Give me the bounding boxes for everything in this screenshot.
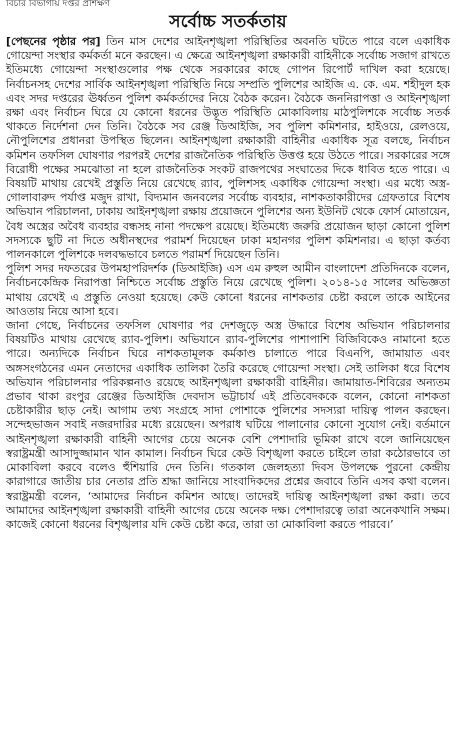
paragraph-1-text: তিন মাস দেশের আইনশৃঙ্খলা পরিস্থিতির অবনতি ঘটতে পারে বলে একাধিক গোয়েন্দা সংস্থার কর্মকর্তা মনে করছেন। এ ক্ষেত্রে আইনশৃঙ্খলা রক্ষাকারী বাহিনীকে সর্বোচ্চ সজাগ রাখতে ইতিমধ্যে গোয়েন্দা সংস্থাগুলোর পক্ষ থেকে সরকারের কাছে গোপন রিপোর্ট দাখিল করা হয়েছে। নির্বাচনসহ দেশের সার্বিক আইনশৃঙ্খলা পরিস্থিতি নিয়ে সম্প্রতি পুলিশের আইজি এ. কে. এম. শহীদুল হক এবং সদর দপ্তরের ঊর্ধ্বতন পুলিশ কর্মকর্তাদের নিয়ে বৈঠক করেন। বৈঠকে জননিরাপত্তা ও আইনশৃঙ্খলা রক্ষা এবং নির্বাচন ঘিরে যে কোনো ধরনের উদ্ভূত পরিস্থিতি মোকাবিলায় মাঠপুলিশকে সর্বোচ্চ সতর্ক থাকতে নির্দেশনা দেন তিনি। বৈঠকে সব রেঞ্জ ডিআইজি, সব পুলিশ কমিশনার, হাইওয়ে, রেলওয়ে, নৌপুলিশের প্রধানরা উপস্থিত ছিলেন। আইনশৃঙ্খলা রক্ষাকারী বাহিনীর একাধিক সূত্র বলছে, নির্বাচন কমিশন তফসিল ঘোষণার পরপরই দেশের রাজনৈতিক পরিস্থিতি উত্তপ্ত হয়ে উঠতে পারে। সরকারের সঙ্গে বিরোধী পক্ষের সমঝোতা না হলে রাজনৈতিক সংকট রাজপথের সংঘাতের দিকে ধাবিত হতে পারে। এ বিষয়টি মাথায় রেখেই প্রস্তুতি নিয়ে রেখেছে র‍্যাব, পুলিশসহ একাধিক গোয়েন্দা সংস্থা। এর মধ্যে অস্ত্র-গোলাবারুদ পর্যাপ্ত মজুদ রাখা, বিদ্যমান জনবলের সর্বোচ্চ ব্যবহার, নাশকতাকারীদের গ্রেফতারে বিশেষ অভিযান পরিচালনা, ঢাকায় আইনশৃঙ্খলা রক্ষায় প্রয়োজনে পুলিশের অন্য ইউনিট থেকে ফোর্স মোতায়েন, বৈধ অস্ত্রের অবৈধ ব্যবহার বন্ধসহ নানা পদক্ষেপ রয়েছে। ইতিমধ্যে জরুরি প্রয়োজন ছাড়া কোনো পুলিশ সদস্যকে ছুটি না দিতে অধীনস্থদের পরামর্শ দিয়েছেন ঢাকা মহানগর পুলিশ কমিশনার। এ ছাড়া কর্তব্য পালনকালে পুলিশকে দলবদ্ধভাবে চলতে পরামর্শ দিয়েছেন তিনি। bbox=[6, 35, 451, 262]
article-paragraph-3: জানা গেছে, নির্বাচনের তফসিল ঘোষণার পর দেশজুড়ে অস্ত্র উদ্ধারে বিশেষ অভিযান পরিচালনার বিষয়টিও মাথায় রেখেছে র‍্যাব-পুলিশ। অভিযানে র‍্যাব-পুলিশের পাশাপাশি বিজিবিকেও নামানো হতে পারে। অন্যদিকে নির্বাচন ঘিরে নাশকতামূলক কর্মকাণ্ড চালাতে পারে বিএনপি, জামায়াত এবং অঙ্গসংগঠনের এমন নেতাদের একাধিক তালিকা তৈরি করেছে গোয়েন্দা সংস্থা। সেই তালিকা ধরে বিশেষ অভিযান পরিচালনার পরিকল্পনাও রয়েছে আইনশৃঙ্খলা রক্ষাকারী বাহিনীর। জামায়াত-শিবিরের অন্যতম প্রভাব থাকা রংপুর রেঞ্জের ডিআইজি দেবদাস ভট্টাচার্য এই প্রতিবেদককে বলেন, কোনো নাশকতা চেষ্টাকারীর ছাড় নেই। আগাম তথ্য সংগ্রহে সাদা পোশাকে পুলিশের সদস্যরা দায়িত্ব পালন করছেন। সন্দেহভাজন সবাই নজরদারির মধ্যে রয়েছেন। অপরাধ ঘটিয়ে পালানোর কোনো সুযোগ নেই। বর্তমানে আইনশৃঙ্খলা রক্ষাকারী বাহিনী আগের চেয়ে অনেক বেশি পেশাদারি ভূমিকা রাখে বলে জানিয়েছেন স্বরাষ্ট্রমন্ত্রী আসাদুজ্জামান খান কামাল। নির্বাচন ঘিরে কেউ বিশৃঙ্খলা করতে চাইলে তারা কঠোরভাবে তা মোকাবিলা করবে বলেও হুঁশিয়ারি দেন তিনি। গতকাল জেলহত্যা দিবস উপলক্ষে পুরনো কেন্দ্রীয় কারাগারে জাতীয় চার নেতার প্রতি শ্রদ্ধা জানিয়ে সাংবাদিকদের প্রশ্নের জবাবে তিনি এসব কথা বলেন। স্বরাষ্ট্রমন্ত্রী বলেন, ‘আমাদের নির্বাচন কমিশন আছে। তাদেরই দায়িত্ব আইনশৃঙ্খলা রক্ষা করা। তবে আমাদের আইনশৃঙ্খলা রক্ষাকারী বাহিনী আগের চেয়ে অনেক দক্ষ। পেশাদারত্বে তারা অনেকখানি সক্ষম। কাজেই কোনো ধরনের বিশৃঙ্খলার যদি কেউ চেষ্টা করে, তারা তা মোকাবিলা করতে পারবে।’ bbox=[6, 319, 450, 531]
article-paragraph-1 bbox=[6, 35, 450, 262]
article-paragraph-2: পুলিশ সদর দফতরের উপমহাপরিদর্শক (ডিআইজি) এস এম রুহুল আমীন বাংলাদেশ প্রতিদিনকে বলেন, নির্বাচনকেন্দ্রিক নিরাপত্তা নিশ্চিতে সর্বোচ্চ প্রস্তুতি নিয়ে রেখেছে পুলিশ। ২০১৪-১৫ সালের অভিজ্ঞতা মাথায় রেখেই এ প্রস্তুতি নেওয়া হয়েছে। কেউ কোনো ধরনের নাশকতার চেষ্টা করলে তাকে আইনের আওতায় নিয়ে আসা হবে। bbox=[6, 262, 450, 318]
continuation-kicker: [পেছনের পৃষ্ঠার পর] bbox=[6, 35, 101, 48]
cut-off-previous-text: বিচার বিভাগীয় দপ্তর প্রশিক্ষণ bbox=[6, 0, 110, 8]
article-body bbox=[6, 35, 450, 532]
headline: সর্বোচ্চ সতর্কতায় bbox=[169, 12, 287, 32]
